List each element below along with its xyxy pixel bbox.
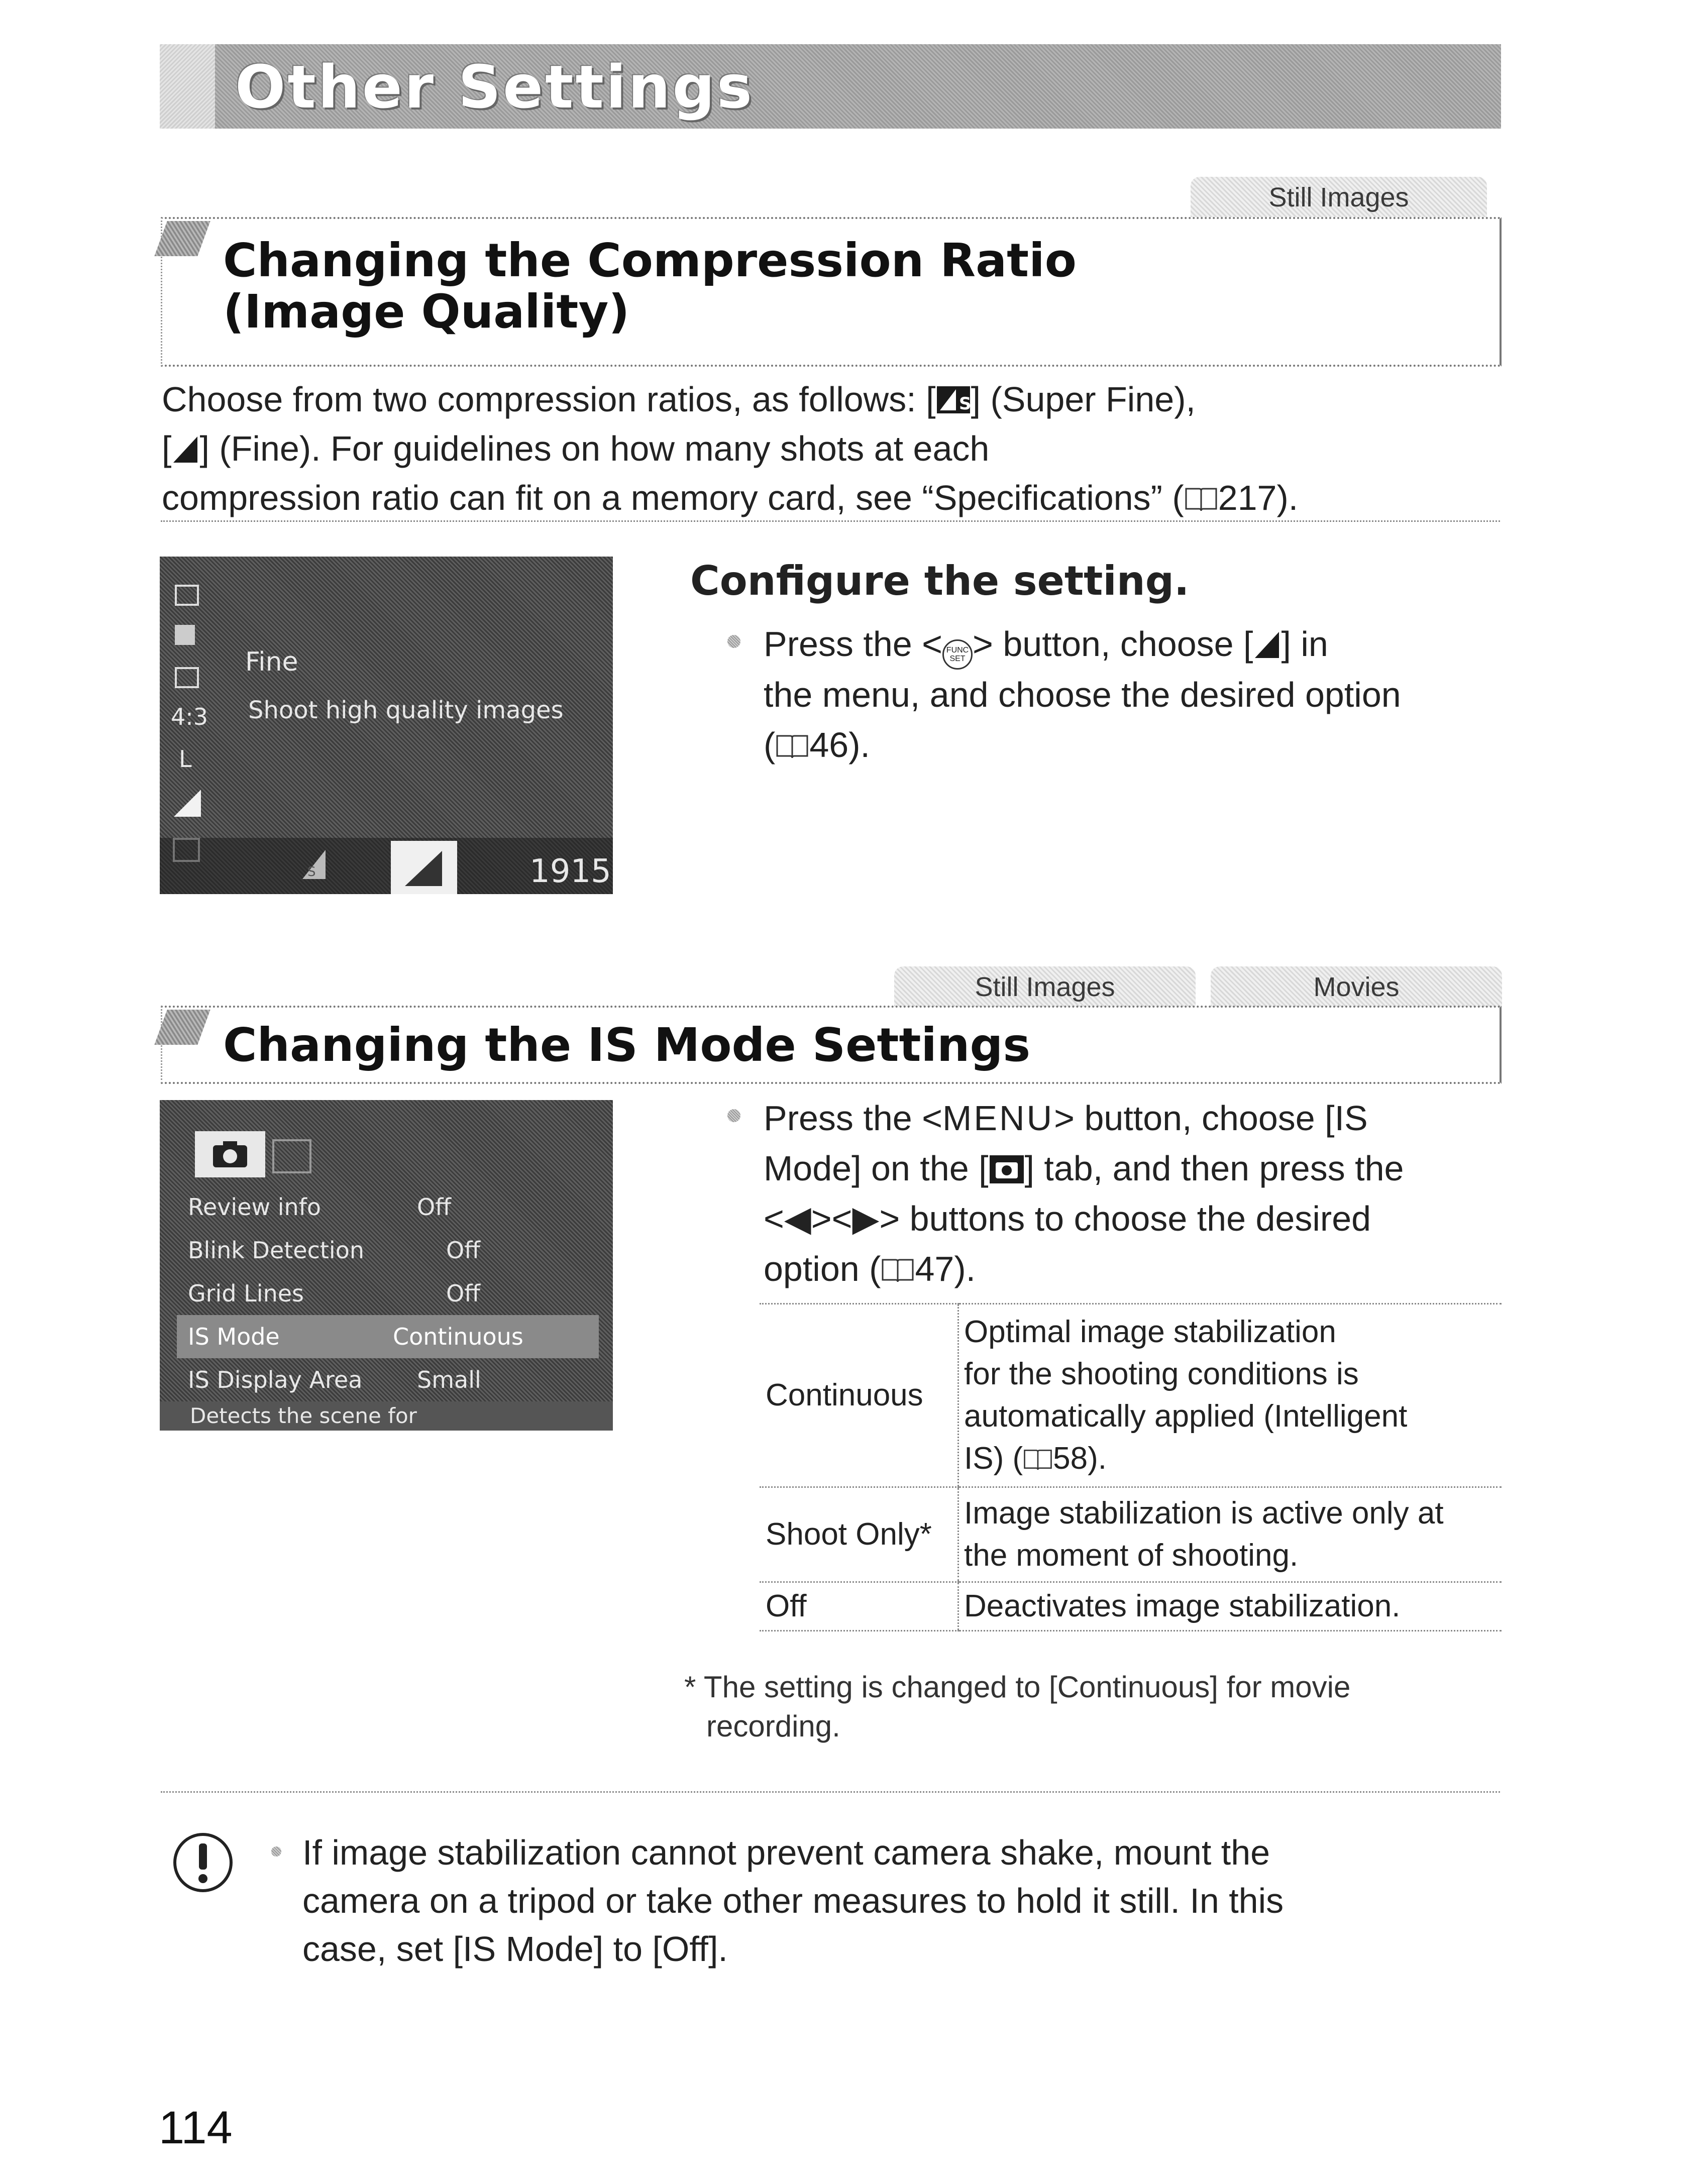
desc-line: Optimal image stabilization [964, 1315, 1336, 1349]
text: ] (Super Fine), [971, 380, 1196, 419]
text: Mode] on the [ [764, 1149, 989, 1188]
tag-label: Still Images [1268, 182, 1409, 212]
setting-icon [175, 625, 195, 645]
text: Choose from two compression ratios, as follows: [ [162, 380, 936, 419]
row-label: Grid Lines [188, 1280, 304, 1307]
text: IS) ( [964, 1441, 1023, 1476]
option-description: Shoot high quality images [248, 696, 564, 724]
caution-text [302, 1828, 1498, 1973]
desc-line [964, 1438, 1502, 1480]
footnote-line: recording. [706, 1709, 840, 1743]
table-row [760, 1487, 1502, 1582]
footnote-line: * The setting is changed to [Continuous] for movie [684, 1670, 1351, 1704]
svg-text:S: S [958, 394, 971, 414]
row-label: IS Mode [188, 1323, 280, 1350]
text: compression ratio can fit on a memory card, see “Specifications” ( [162, 478, 1184, 517]
step-line [764, 619, 1502, 670]
text: > buttons to choose the desired [879, 1199, 1371, 1238]
mode-cell: Off [760, 1582, 958, 1631]
heading-line-1: Changing the Compression Ratio [223, 234, 1077, 287]
row-value: Off [417, 1193, 451, 1221]
text: Press the < [764, 624, 943, 664]
intro-line [162, 473, 1508, 522]
camera-tab-icon [989, 1153, 1025, 1184]
menu-button-label: MENU [942, 1099, 1054, 1138]
func-set-button-icon: FUNC SET [942, 639, 973, 670]
step-instructions [764, 1093, 1502, 1294]
book-icon [775, 732, 809, 760]
banner-tab [160, 44, 215, 129]
superfine-icon [936, 384, 971, 415]
section-heading-is-mode: Changing the IS Mode Settings [223, 1018, 1031, 1072]
page-ref: 58 [1053, 1441, 1088, 1476]
caution-line: case, set [IS Mode] to [Off]. [302, 1929, 728, 1969]
text: Press the < [764, 1099, 943, 1138]
row-label: Blink Detection [188, 1237, 364, 1264]
step-title: Configure the setting. [690, 558, 1190, 604]
intro-line [162, 375, 1508, 424]
text: ). [954, 1249, 976, 1288]
book-icon [1184, 485, 1218, 513]
caution-line: camera on a tripod or take other measures to hold it still. In this [302, 1881, 1284, 1920]
caution-line: If image stabilization cannot prevent camera shake, mount the [302, 1833, 1270, 1872]
text: ). [848, 725, 870, 765]
text: ] tab, and then press the [1024, 1149, 1404, 1188]
menu-row[interactable] [177, 1358, 599, 1401]
desc-line: for the shooting conditions is [964, 1357, 1359, 1391]
book-icon [1023, 1447, 1053, 1472]
right-arrow-icon: ▶ [852, 1199, 880, 1238]
text: ( [764, 725, 776, 765]
text: [ [162, 429, 172, 468]
desc-line: the moment of shooting. [964, 1538, 1299, 1573]
fine-icon [171, 433, 199, 465]
text: > button, choose [ [973, 624, 1253, 664]
footnote [684, 1668, 1350, 1746]
caution-icon [170, 1829, 236, 1896]
aspect-ratio-label: 4:3 [171, 703, 208, 730]
table-row [760, 1304, 1502, 1487]
camera-icon [195, 1131, 265, 1177]
bullet [727, 1109, 740, 1122]
text: < [764, 1199, 784, 1238]
desc-line: automatically applied (Intelligent [964, 1399, 1408, 1434]
page-ref: 46 [809, 725, 849, 765]
fine-icon [402, 848, 445, 888]
desc-line: Image stabilization is active only at [964, 1496, 1444, 1531]
mode-cell: Shoot Only* [760, 1487, 958, 1582]
superfine-icon [297, 843, 338, 883]
divider [161, 520, 1500, 522]
step-line [764, 1193, 1502, 1244]
chapter-title: Other Settings [235, 52, 755, 122]
text: ] in [1281, 624, 1328, 664]
bullet [271, 1846, 281, 1857]
step-line [764, 1143, 1502, 1193]
menu-hint-bar [160, 1401, 613, 1431]
fine-icon [172, 788, 203, 819]
text: ] (Fine). For guidelines on how many shots at each [199, 429, 990, 468]
text: ). [1276, 478, 1299, 517]
mode-cell: Continuous [760, 1304, 958, 1487]
desc-cell [958, 1487, 1502, 1582]
chapter-banner [160, 44, 1501, 129]
option-name: Fine [245, 647, 298, 677]
still-images-tag [1191, 177, 1487, 217]
camera-screenshot-menu [160, 1100, 613, 1431]
bullet [727, 635, 740, 648]
section-heading-compression [223, 235, 1077, 338]
desc-cell [958, 1304, 1502, 1487]
row-label: IS Display Area [188, 1366, 363, 1393]
fine-icon [1253, 629, 1281, 660]
step-line: the menu, and choose the desired option [764, 675, 1401, 714]
row-value: Off [446, 1237, 480, 1264]
page-number: 114 [159, 2102, 233, 2153]
setting-icon [175, 667, 199, 688]
still-images-tag [894, 966, 1196, 1007]
text: ). [1088, 1441, 1107, 1476]
desc-cell [958, 1582, 1502, 1631]
intro-line [162, 424, 1508, 473]
row-value: Small [417, 1366, 481, 1393]
text: option ( [764, 1249, 881, 1288]
row-label: Review info [188, 1193, 322, 1221]
tag-label: Movies [1313, 972, 1400, 1002]
divider [161, 1791, 1500, 1793]
movies-tag [1211, 966, 1502, 1007]
text: > button, choose [IS [1054, 1099, 1368, 1138]
menu-hint: Detects the scene for [190, 1403, 417, 1428]
menu-row[interactable] [177, 1272, 599, 1315]
tag-label: Still Images [975, 972, 1115, 1002]
desc-line: Deactivates image stabilization. [964, 1589, 1401, 1623]
intro-paragraph [162, 375, 1508, 522]
text: >< [811, 1199, 852, 1238]
camera-tab [195, 1131, 265, 1177]
menu-row-selected[interactable] [177, 1315, 599, 1358]
step-line [764, 1093, 1502, 1143]
page-ref: 47 [915, 1249, 954, 1288]
row-value: Continuous [393, 1323, 523, 1350]
shot-count: 1915 [529, 853, 611, 890]
step-line [764, 720, 1502, 770]
book-icon [881, 1256, 915, 1284]
heading-line-2: (Image Quality) [223, 285, 630, 339]
table-row [760, 1582, 1502, 1631]
size-label: L [179, 745, 192, 773]
menu-row[interactable] [177, 1229, 599, 1272]
step-instructions [764, 619, 1502, 770]
camera-screenshot-quality [160, 557, 613, 894]
settings-tab [272, 1139, 311, 1173]
page-ref: 217 [1218, 478, 1277, 517]
svg-text:S: S [307, 864, 316, 880]
row-value: Off [446, 1280, 480, 1307]
menu-row[interactable] [177, 1185, 599, 1229]
step-line [764, 1244, 1502, 1294]
mode-icon [175, 585, 199, 606]
left-arrow-icon: ◀ [784, 1199, 811, 1238]
is-mode-table [760, 1303, 1502, 1631]
